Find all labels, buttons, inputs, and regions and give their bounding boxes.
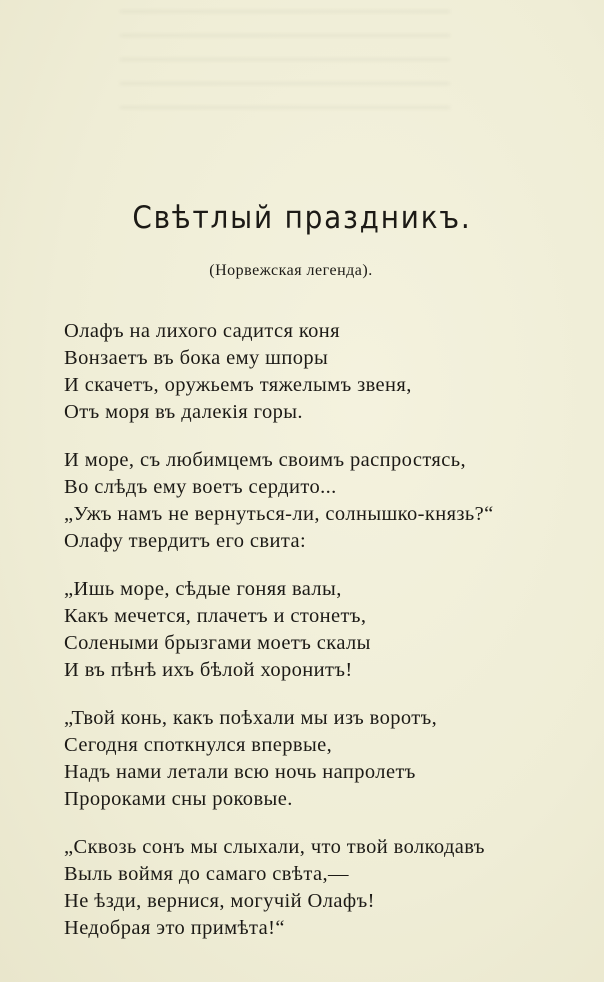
poem-line: Выль воймя до самаго свѣта,—: [64, 863, 349, 885]
poem-line: Недобрая это примѣта!“: [64, 917, 285, 939]
poem-line: Олафъ на лихого садится коня: [64, 320, 341, 342]
stanza-4: [64, 705, 584, 813]
poem-line: „Сквозь сонъ мы слыхали, что твой волкодавъ: [64, 836, 485, 858]
poem-line: „Ишь море, сѣдые гоняя валы,: [64, 578, 342, 600]
poem-line: „Твой конь, какъ поѣхали мы изъ воротъ,: [64, 707, 438, 729]
poem-line: Не ѣзди, вернися, могучій Олафъ!: [64, 890, 375, 912]
poem-line: Вонзаетъ въ бока ему шпоры: [64, 347, 329, 369]
poem-line: И въ пѣнѣ ихъ бѣлой хоронитъ!: [64, 659, 353, 681]
poem-line: Отъ моря въ далекія горы.: [64, 401, 303, 423]
poem-line: „Ужъ намъ не вернуться-ли, солнышко-князь?“: [64, 503, 494, 525]
page-subtitle: (Норвежская легенда).: [209, 262, 373, 279]
poem-line: Во слѣдъ ему воетъ сердито...: [64, 476, 337, 498]
poem: [64, 318, 584, 963]
poem-line: Солеными брызгами моетъ скалы: [64, 632, 371, 654]
page-title: Свѣтлый праздникъ.: [132, 200, 472, 236]
poem-line: Сегодня споткнулся впервые,: [64, 734, 333, 756]
stanza-3: [64, 576, 584, 684]
show-through-text: [120, 10, 450, 120]
poem-line: Пророками сны роковые.: [64, 788, 293, 810]
poem-line: И скачетъ, оружьемъ тяжелымъ звеня,: [64, 374, 412, 396]
poem-line: И море, съ любимцемъ своимъ распростясь,: [64, 449, 467, 471]
poem-line: Какъ мечется, плачетъ и стонетъ,: [64, 605, 367, 627]
stanza-5: [64, 834, 584, 942]
stanza-1: [64, 318, 584, 426]
poem-line: Олафу твердитъ его свита:: [64, 530, 307, 552]
poem-line: Надъ нами летали всю ночь напролетъ: [64, 761, 416, 783]
stanza-2: [64, 447, 584, 555]
